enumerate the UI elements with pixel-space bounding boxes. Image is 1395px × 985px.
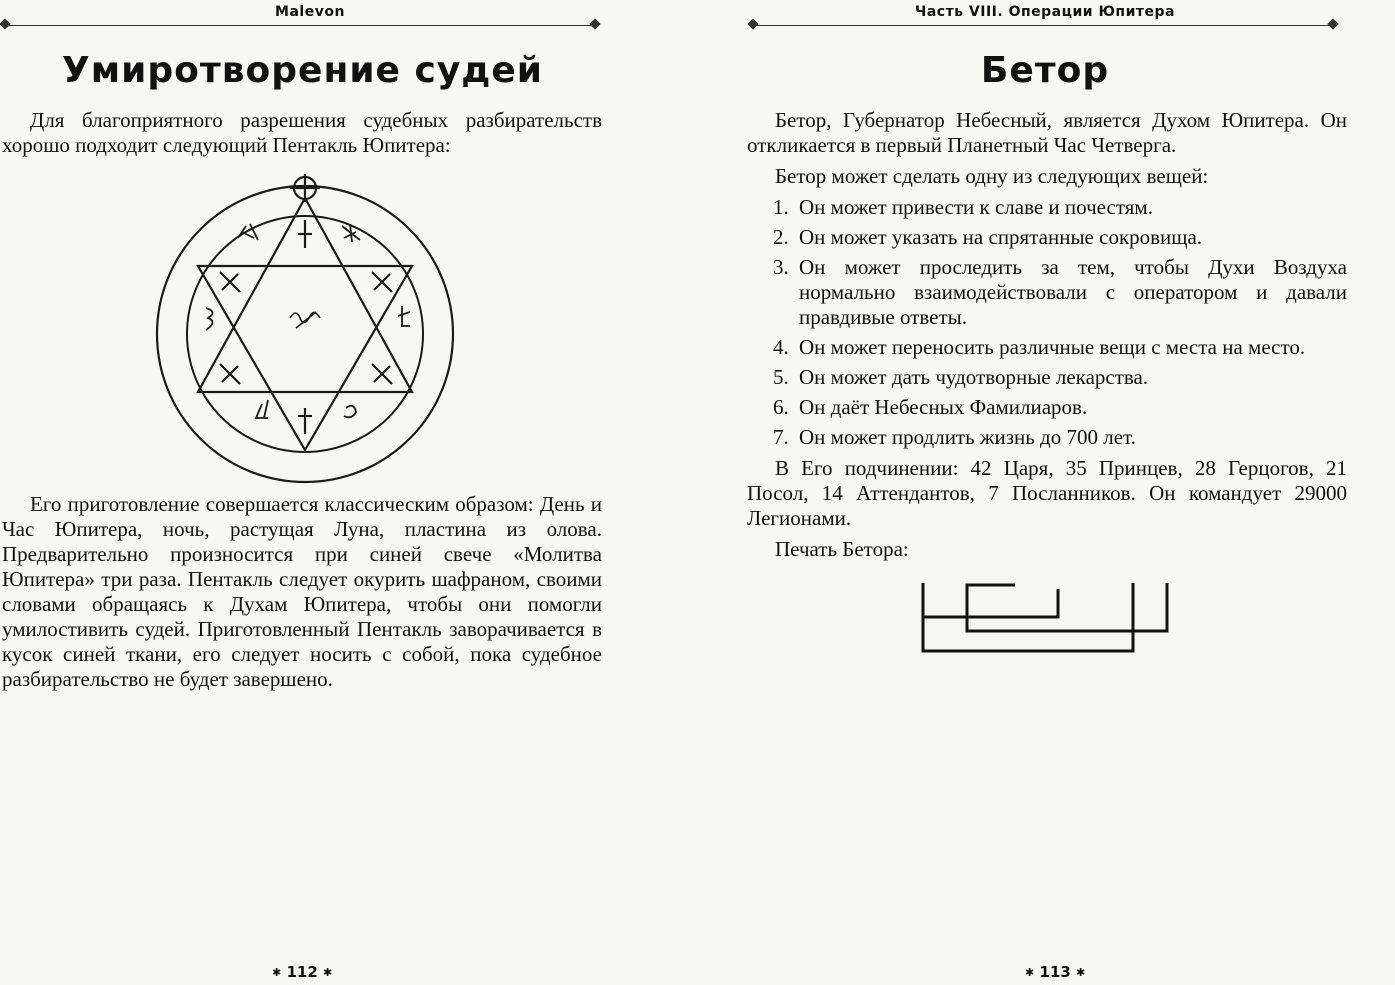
list-lead-paragraph: Бетор может сделать одну из следующих вещей:: [775, 164, 1209, 188]
list-text: Он может привести к славе и почестям.: [799, 195, 1153, 219]
right-text-block: [747, 108, 1347, 568]
left-running-head: Malevon: [275, 4, 345, 20]
list-number: 6.: [773, 395, 789, 419]
abilities-list: [747, 195, 1347, 450]
folio-ornament-icon: ✱: [1025, 966, 1035, 979]
list-text: Он может проследить за тем, чтобы Духи Воздуха нормально взаимодействовали с оператором и давали правдивые ответы.: [799, 255, 1347, 329]
list-text: Он может указать на спрятанные сокровища.: [799, 225, 1203, 249]
list-item: [747, 395, 1347, 420]
list-number: 1.: [773, 195, 789, 219]
left-intro-block: [2, 108, 602, 164]
list-number: 5.: [773, 365, 789, 389]
list-number: 7.: [773, 425, 789, 449]
list-number: 3.: [773, 255, 789, 279]
rule-ornament: [589, 18, 600, 29]
rule-ornament: [0, 18, 11, 29]
hierarchy-paragraph: В Его подчинении: 42 Царя, 35 Принцев, 28 Герцогов, 21 Посол, 14 Аттендантов, 7 Посланников. Он командует 29000 Легионами.: [747, 456, 1347, 530]
list-text: Он даёт Небесных Фамилиаров.: [799, 395, 1088, 419]
seal-caption: Печать Бетора:: [775, 537, 909, 561]
right-folio: [1025, 963, 1085, 981]
rule-ornament: [747, 18, 758, 29]
list-item: [747, 335, 1347, 360]
right-head-rule: [753, 25, 1333, 26]
folio-ornament-icon: ✱: [1076, 966, 1086, 979]
list-item: [747, 425, 1347, 450]
left-folio: [272, 963, 332, 981]
left-page: [0, 0, 670, 985]
list-item: [747, 195, 1347, 220]
list-item: [747, 225, 1347, 250]
right-running-head: Часть VIII. Операции Юпитера: [915, 4, 1175, 20]
seal-of-bethor-icon: [915, 575, 1180, 660]
list-number: 4.: [773, 335, 789, 359]
folio-ornament-icon: ✱: [272, 966, 282, 979]
list-item: [747, 255, 1347, 330]
left-head-rule: [5, 25, 595, 26]
right-page-title: Бетор: [980, 50, 1110, 91]
left-body-block: [2, 492, 602, 698]
list-number: 2.: [773, 225, 789, 249]
list-text: Он может дать чудотворные лекарства.: [799, 365, 1149, 389]
left-page-title: Умиротворение судей: [61, 50, 544, 91]
list-text: Он может переносить различные вещи с места на место.: [799, 335, 1306, 359]
list-text: Он может продлить жизнь до 700 лет.: [799, 425, 1136, 449]
page-number: 113: [1039, 963, 1071, 981]
list-item: [747, 365, 1347, 390]
folio-ornament-icon: ✱: [323, 966, 333, 979]
body-paragraph: Его приготовление совершается классическим образом: День и Час Юпитера, ночь, растущая Луна, пластина из олова. Предварительно произносится при синей свече «Молитва Юпитера» три раза. Пентакль следует окурить шафраном, своими словами обращаясь к Духам Юпитера, чтобы они помогли умилостивить судей. Приготовленный Пентакль заворачивается в кусок синей ткани, его следует носить с собой, пока судебное разбирательство не будет завершено.: [2, 492, 602, 691]
right-page: [735, 0, 1395, 985]
rule-ornament: [1327, 18, 1338, 29]
pentacle-of-jupiter-icon: [150, 168, 460, 484]
intro-paragraph: Бетор, Губернатор Небесный, является Духом Юпитера. Он откликается в первый Планетный Час Четверга.: [747, 108, 1347, 157]
page-number: 112: [286, 963, 318, 981]
intro-paragraph: Для благоприятного разрешения судебных разбирательств хорошо подходит следующий Пентакль Юпитера:: [2, 108, 602, 157]
